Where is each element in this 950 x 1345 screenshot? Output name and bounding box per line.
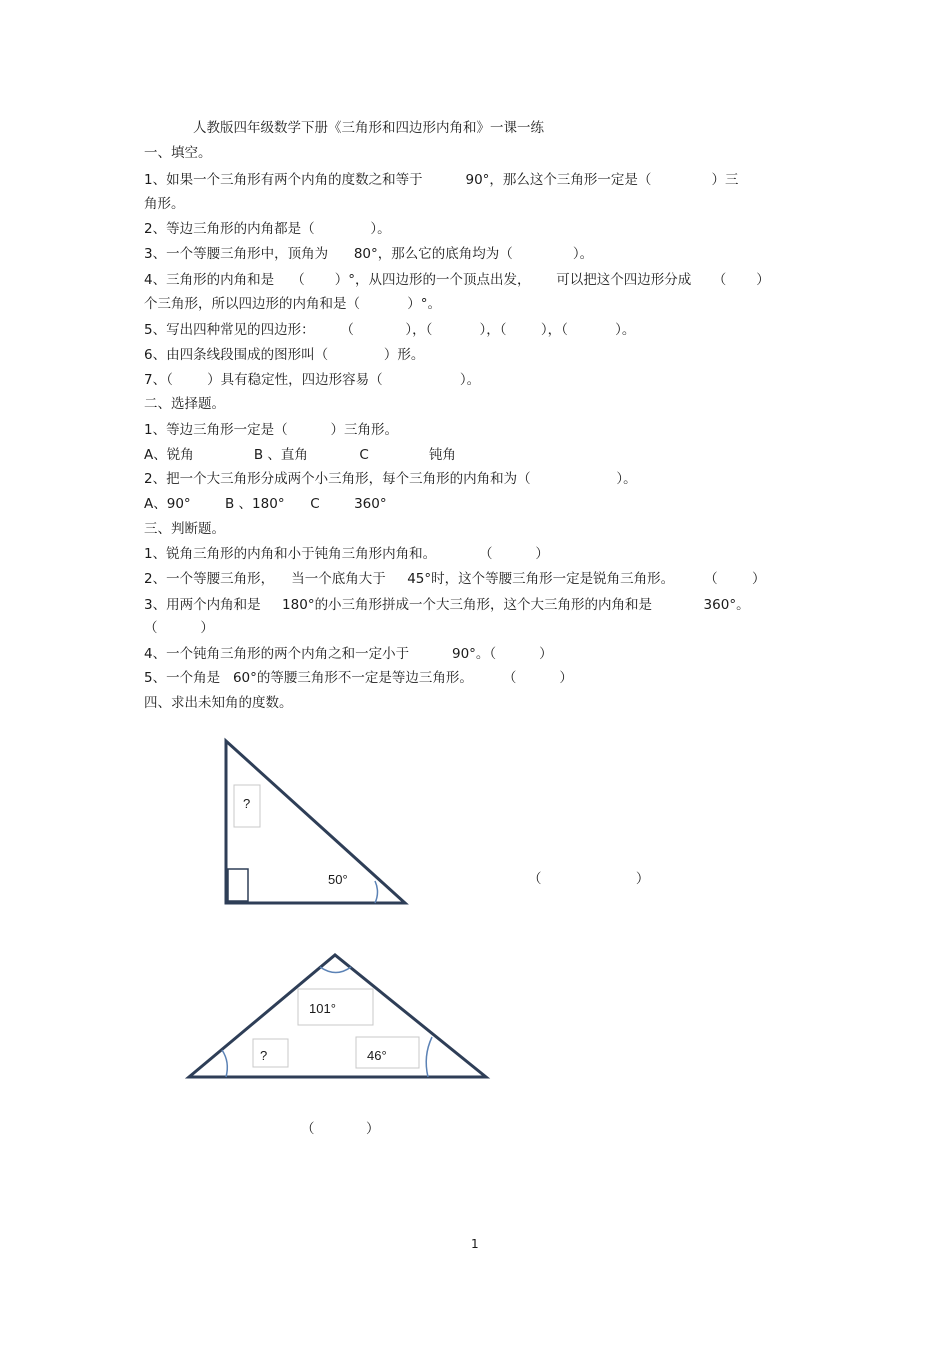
angle-arc-50 — [375, 881, 378, 903]
known-angle-label-50: 50° — [328, 872, 348, 887]
question-2-2: 2、把一个大三角形分成两个小三角形，每个三角形的内角和为（ ）。 — [144, 471, 637, 487]
apex-angle-label: 101° — [309, 1001, 336, 1016]
unknown-angle-label-2: ? — [260, 1048, 268, 1063]
worksheet-title: 人教版四年级数学下册《三角形和四边形内角和》一课一练 — [193, 120, 544, 136]
section-2-heading: 二、选择题。 — [144, 396, 225, 412]
unknown-angle-label-1: ? — [243, 796, 251, 811]
right-angle-marker — [228, 869, 248, 901]
question-1-5: 5、写出四种常见的四边形： （ ），（ ），（ ），（ ）。 — [144, 322, 636, 338]
question-1-6: 6、由四条线段围成的图形叫（ ）形。 — [144, 347, 425, 363]
question-3-2: 2、一个等腰三角形， 当一个底角大于 45°时，这个等腰三角形一定是锐角三角形。 （ ） — [144, 571, 766, 587]
left-angle-arc — [222, 1050, 227, 1077]
figure-1-right-triangle — [226, 741, 405, 903]
section-4-heading: 四、求出未知角的度数。 — [144, 695, 293, 711]
question-1-3: 3、一个等腰三角形中，顶角为 80°，那么它的底角均为（ ）。 — [144, 246, 594, 262]
question-2-1: 1、等边三角形一定是（ ）三角形。 — [144, 422, 399, 438]
section-1-heading: 一、填空。 — [144, 145, 212, 161]
question-1-4: 4、三角形的内角和是 （ ）°，从四边形的一个顶点出发， 可以把这个四边形分成 （ ） — [144, 272, 770, 288]
question-1-1: 1、如果一个三角形有两个内角的度数之和等于 90°，那么这个三角形一定是（ ）三 — [144, 172, 739, 188]
figure-2-obtuse-triangle — [189, 955, 486, 1077]
page-number: 1 — [471, 1237, 479, 1251]
question-2-2-options: A、90° B 、180° C 360° — [144, 496, 387, 512]
question-3-3: 3、用两个内角和是 180°的小三角形拼成一个大三角形，这个大三角形的内角和是 360°。 — [144, 597, 750, 613]
question-1-4-cont: 个三角形，所以四边形的内角和是（ ）°。 — [144, 296, 441, 312]
question-1-1-cont: 角形。 — [144, 196, 185, 212]
unknown-angle-box-2 — [253, 1039, 288, 1067]
answer-blank-figure-2: （ ） — [301, 1121, 380, 1137]
right-angle-arc — [426, 1037, 432, 1077]
section-3-heading: 三、判断题。 — [144, 521, 225, 537]
question-3-4: 4、一个钝角三角形的两个内角之和一定小于 90°。（ ） — [144, 646, 553, 662]
question-2-1-options: A、锐角 B 、直角 C 钝角 — [144, 447, 456, 463]
answer-blank-figure-1: （ ） — [528, 871, 650, 887]
question-1-7: 7、（ ）具有稳定性，四边形容易（ ）。 — [144, 372, 481, 388]
question-3-5: 5、一个角是 60°的等腰三角形不一定是等边三角形。 （ ） — [144, 670, 573, 686]
question-1-2: 2、等边三角形的内角都是（ ）。 — [144, 221, 391, 237]
question-3-1: 1、锐角三角形的内角和小于钝角三角形内角和。 （ ） — [144, 546, 549, 562]
known-angle-box-46 — [356, 1037, 419, 1068]
apex-angle-arc — [320, 967, 351, 973]
question-3-3-cont: （ ） — [144, 620, 214, 636]
known-angle-label-46: 46° — [367, 1048, 387, 1063]
